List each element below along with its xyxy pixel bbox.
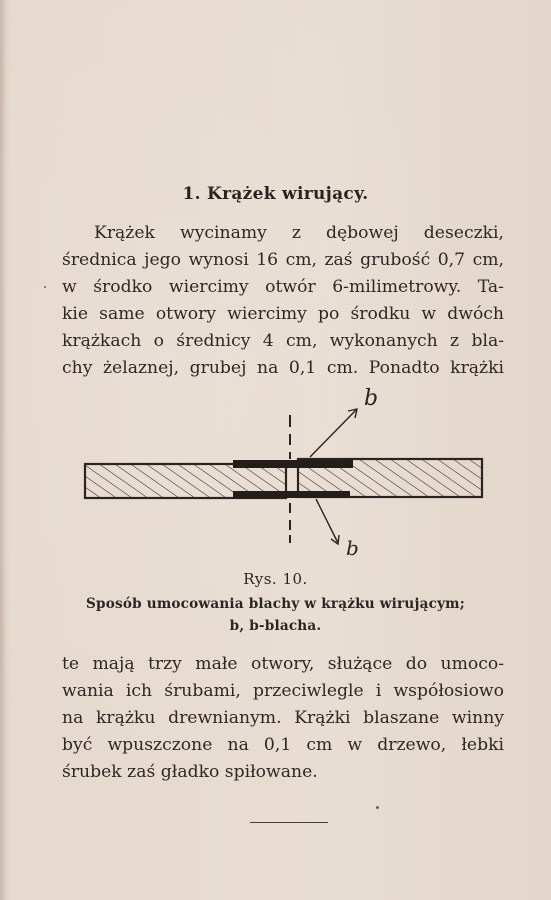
page-spine-shadow — [0, 0, 6, 900]
paper-speck — [376, 806, 379, 809]
text-line: śrubek zaś gładko spiłowane. — [62, 762, 318, 782]
label-b-bottom: b — [346, 536, 359, 560]
text-line: krążkach o średnicy 4 cm, wykonanych z bla- — [62, 331, 504, 351]
paper-speck — [44, 286, 46, 288]
figure-caption-title: Rys. 10. — [243, 570, 308, 588]
metal-sheet-bottom — [233, 491, 350, 498]
caption-line: Sposób umocowania blachy w krążku wirującym; — [86, 596, 465, 612]
text-line: chy żelaznej, grubej na 0,1 cm. Ponadto krążki — [62, 358, 504, 378]
text-line: wania ich śrubami, przeciwlegle i współosiowo — [62, 681, 504, 701]
text-line: te mają trzy małe otwory, służące do umoco- — [62, 654, 504, 674]
figure-caption — [0, 593, 551, 637]
section-heading: 1. Krążek wirujący. — [182, 184, 369, 204]
text-line: kie same otwory wiercimy po środku w dwóch — [62, 304, 504, 324]
label-b-top: b — [364, 386, 379, 411]
leader-line-bottom — [316, 499, 339, 544]
text-line: Krążek wycinamy z dębowej deseczki, — [94, 223, 504, 243]
metal-sheet-top — [233, 460, 353, 468]
section-divider-rule — [250, 822, 328, 823]
leader-line-top — [310, 409, 357, 457]
text-line: na krążku drewnianym. Krążki blaszane winny — [62, 708, 504, 728]
caption-line: b, b-blacha. — [229, 618, 322, 634]
text-line: średnica jego wynosi 16 cm, zaś grubość 0,7 cm, — [62, 250, 504, 270]
paragraph-2 — [62, 651, 504, 786]
text-line: być wpuszczone na 0,1 cm w drzewo, łebki — [62, 735, 504, 755]
paragraph-1 — [62, 220, 504, 382]
disc-cross-section-figure — [80, 385, 490, 565]
text-line: w środko wiercimy otwór 6-milimetrowy. Ta- — [62, 277, 504, 297]
